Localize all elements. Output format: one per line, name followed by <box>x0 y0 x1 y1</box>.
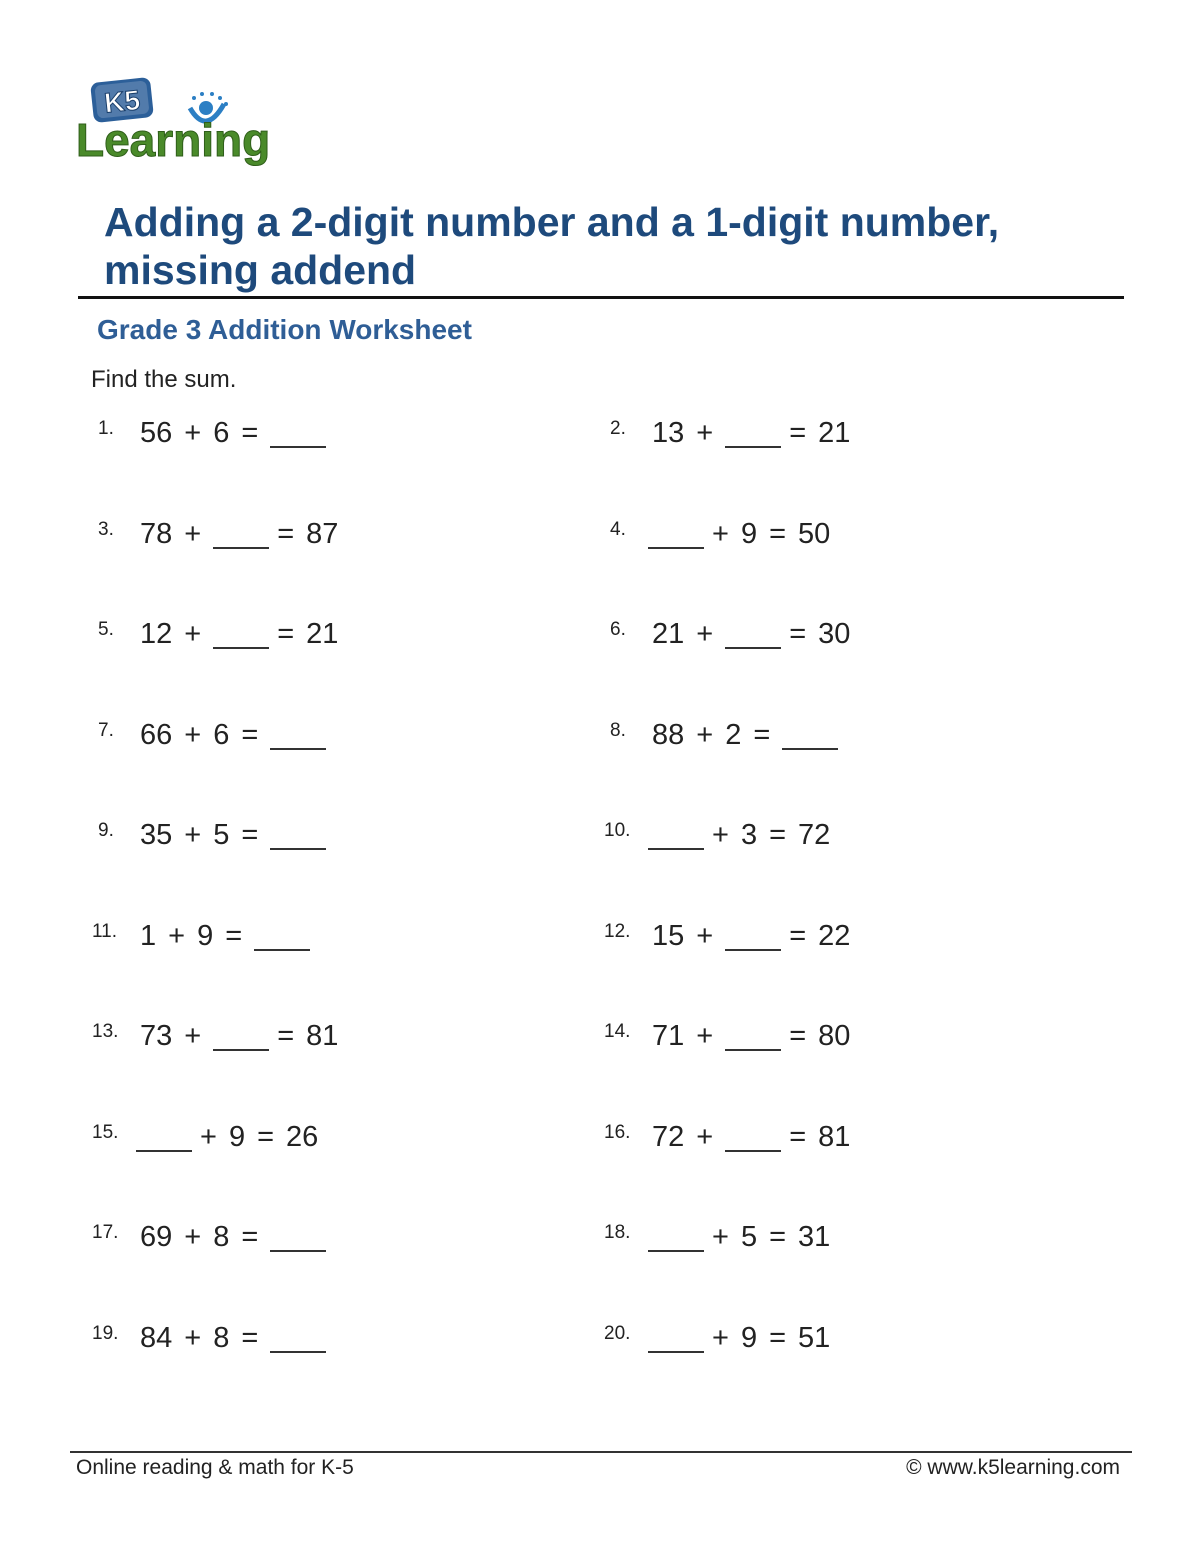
title-divider <box>78 296 1124 299</box>
problem-14 <box>0 1019 1200 1063</box>
equals-sign: = <box>277 618 295 650</box>
equation <box>652 416 862 450</box>
problem-2 <box>0 416 1200 460</box>
operand: 51 <box>798 1322 831 1354</box>
problem-number: 5. <box>98 619 114 640</box>
operand: 72 <box>798 819 831 851</box>
worksheet-subtitle: Grade 3 Addition Worksheet <box>97 314 472 345</box>
problem-number: 1. <box>98 418 114 439</box>
problem-number: 3. <box>98 519 114 540</box>
equals-sign: = <box>241 819 259 851</box>
operand: 35 <box>140 819 173 851</box>
operand: 9 <box>740 1322 758 1354</box>
operand: 30 <box>818 618 851 650</box>
answer-blank[interactable] <box>648 818 704 850</box>
problem-number: 18. <box>604 1222 631 1243</box>
plus-sign: + <box>184 1322 202 1354</box>
operand: 71 <box>652 1020 685 1052</box>
plus-sign: + <box>200 1121 217 1153</box>
equation <box>652 919 862 953</box>
problem-6 <box>0 617 1200 661</box>
equals-sign: = <box>769 518 787 550</box>
operand: 87 <box>306 518 339 550</box>
equals-sign: = <box>241 1221 259 1253</box>
operand: 2 <box>725 719 742 751</box>
operand: 9 <box>228 1121 246 1153</box>
equals-sign: = <box>789 618 807 650</box>
problem-number: 10. <box>604 820 631 841</box>
operand: 9 <box>197 920 214 952</box>
problem-number: 8. <box>610 720 626 741</box>
equation <box>652 718 846 752</box>
problem-number: 16. <box>604 1122 631 1143</box>
plus-sign: + <box>696 1020 714 1052</box>
problem-20 <box>0 1321 1200 1365</box>
problem-number: 6. <box>610 619 626 640</box>
operand: 66 <box>140 719 173 751</box>
answer-blank[interactable] <box>725 416 781 448</box>
operand: 21 <box>652 618 685 650</box>
plus-sign: + <box>184 417 202 449</box>
problem-12 <box>0 919 1200 963</box>
problem-number: 15. <box>92 1122 119 1143</box>
problem-number: 19. <box>92 1323 119 1344</box>
equals-sign: = <box>769 1322 787 1354</box>
equation <box>648 1220 842 1254</box>
operand: 3 <box>740 819 758 851</box>
operand: 81 <box>818 1121 851 1153</box>
operand: 5 <box>213 819 230 851</box>
title-line-1: Adding a 2-digit number and a 1-digit number, <box>104 199 1000 245</box>
operand: 12 <box>140 618 173 650</box>
problem-number: 4. <box>610 519 626 540</box>
title-line-2: missing addend <box>104 247 417 293</box>
badge-text: K5 <box>102 84 142 119</box>
plus-sign: + <box>696 1121 714 1153</box>
plus-sign: + <box>696 417 714 449</box>
equation <box>652 1120 862 1154</box>
answer-blank[interactable] <box>782 718 838 750</box>
operand: 31 <box>798 1221 831 1253</box>
problem-number: 17. <box>92 1222 119 1243</box>
answer-blank[interactable] <box>725 1019 781 1051</box>
operand: 50 <box>798 518 831 550</box>
problem-number: 11. <box>92 921 118 942</box>
equals-sign: = <box>769 819 787 851</box>
operand: 72 <box>652 1121 685 1153</box>
plus-sign: + <box>184 518 202 550</box>
operand: 56 <box>140 417 173 449</box>
plus-sign: + <box>712 1221 729 1253</box>
operand: 22 <box>818 920 851 952</box>
plus-sign: + <box>184 719 202 751</box>
operand: 13 <box>652 417 685 449</box>
problem-number: 12. <box>604 921 631 942</box>
equals-sign: = <box>225 920 243 952</box>
equals-sign: = <box>241 1322 259 1354</box>
plus-sign: + <box>184 819 202 851</box>
footer-tagline: Online reading & math for K-5 <box>76 1456 354 1479</box>
operand: 21 <box>818 417 851 449</box>
plus-sign: + <box>712 1322 729 1354</box>
operand: 80 <box>818 1020 851 1052</box>
plus-sign: + <box>696 920 714 952</box>
answer-blank[interactable] <box>725 919 781 951</box>
instructions: Find the sum. <box>91 366 237 393</box>
operand: 1 <box>140 920 157 952</box>
operand: 73 <box>140 1020 173 1052</box>
operand: 5 <box>740 1221 758 1253</box>
plus-sign: + <box>184 618 202 650</box>
answer-blank[interactable] <box>648 517 704 549</box>
worksheet-title <box>104 198 1114 294</box>
plus-sign: + <box>712 819 729 851</box>
problem-number: 14. <box>604 1021 631 1042</box>
operand: 69 <box>140 1221 173 1253</box>
operand: 21 <box>306 618 339 650</box>
plus-sign: + <box>712 518 729 550</box>
operand: 6 <box>213 719 230 751</box>
operand: 15 <box>652 920 685 952</box>
plus-sign: + <box>696 719 714 751</box>
problem-number: 13. <box>92 1021 119 1042</box>
equation <box>648 517 842 551</box>
equation <box>648 1321 842 1355</box>
operand: 84 <box>140 1322 173 1354</box>
problem-18 <box>0 1220 1200 1264</box>
problem-number: 7. <box>98 720 114 741</box>
footer-copyright: © www.k5learning.com <box>906 1456 1120 1479</box>
answer-blank[interactable] <box>648 1220 704 1252</box>
equals-sign: = <box>241 417 259 449</box>
operand: 8 <box>213 1322 230 1354</box>
problem-10 <box>0 818 1200 862</box>
equals-sign: = <box>277 1020 295 1052</box>
answer-blank[interactable] <box>725 617 781 649</box>
equals-sign: = <box>789 1121 807 1153</box>
problem-number: 9. <box>98 820 114 841</box>
problem-16 <box>0 1120 1200 1164</box>
operand: 9 <box>740 518 758 550</box>
operand: 81 <box>306 1020 339 1052</box>
operand: 8 <box>213 1221 230 1253</box>
operand: 6 <box>213 417 230 449</box>
equation <box>652 1019 862 1053</box>
equals-sign: = <box>769 1221 787 1253</box>
problem-number: 20. <box>604 1323 631 1344</box>
equals-sign: = <box>789 417 807 449</box>
plus-sign: + <box>168 920 186 952</box>
equals-sign: = <box>257 1121 275 1153</box>
equation <box>648 818 842 852</box>
footer-divider <box>70 1451 1132 1453</box>
equals-sign: = <box>789 920 807 952</box>
logo-wordmark: Learning <box>76 114 271 166</box>
plus-sign: + <box>184 1221 202 1253</box>
plus-sign: + <box>184 1020 202 1052</box>
operand: 26 <box>286 1121 319 1153</box>
answer-blank[interactable] <box>725 1120 781 1152</box>
k5-learning-logo <box>76 74 296 174</box>
equals-sign: = <box>277 518 295 550</box>
equals-sign: = <box>753 719 771 751</box>
problem-8 <box>0 718 1200 762</box>
problem-number: 2. <box>610 418 626 439</box>
problem-4 <box>0 517 1200 561</box>
plus-sign: + <box>696 618 714 650</box>
equals-sign: = <box>241 719 259 751</box>
answer-blank[interactable] <box>648 1321 704 1353</box>
operand: 78 <box>140 518 173 550</box>
operand: 88 <box>652 719 685 751</box>
equals-sign: = <box>789 1020 807 1052</box>
equation <box>652 617 862 651</box>
